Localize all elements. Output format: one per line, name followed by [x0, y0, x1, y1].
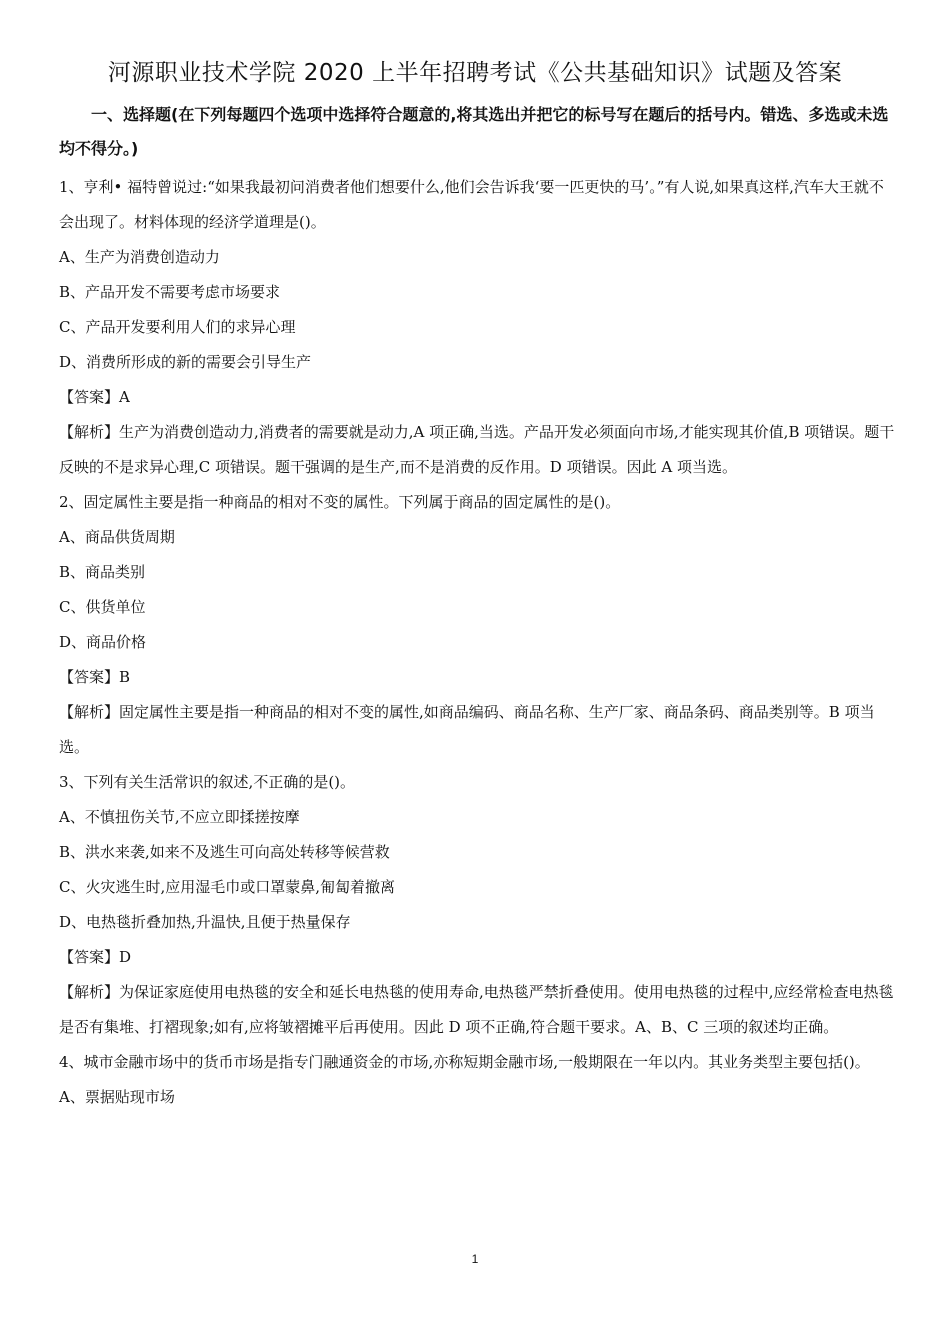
question-3-answer: 【答案】D — [59, 948, 132, 966]
question-3-stem: 3、下列有关生活常识的叙述,不正确的是()。 — [59, 773, 356, 791]
question-3-option-d: D、电热毯折叠加热,升温快,且便于热量保存 — [59, 913, 351, 931]
question-1-option-c: C、产品开发要利用人们的求异心理 — [59, 318, 296, 336]
question-1-option-a: A、生产为消费创造动力 — [59, 248, 220, 266]
question-3-option-a: A、不慎扭伤关节,不应立即揉搓按摩 — [59, 808, 300, 826]
question-4-stem: 4、城市金融市场中的货币市场是指专门融通资金的市场,亦称短期金融市场,一般期限在一年以内。其业务类型主要包括()。 — [59, 1053, 870, 1071]
question-3-option-b: B、洪水来袭,如来不及逃生可向高处转移等候营救 — [59, 843, 390, 861]
question-1-stem: 1、亨利• 福特曾说过:“如果我最初问消费者他们想要什么,他们会告诉我‘要一匹更快的马’。”有人说,如果真这样,汽车大王就不会出现了。材料体现的经济学道理是()。 — [59, 178, 884, 231]
question-4-option-a: A、票据贴现市场 — [59, 1088, 175, 1106]
question-2-stem: 2、固定属性主要是指一种商品的相对不变的属性。下列属于商品的固定属性的是()。 — [59, 493, 621, 511]
question-1-answer: 【答案】A — [59, 388, 130, 406]
question-2-answer: 【答案】B — [59, 668, 131, 686]
question-2-option-c: C、供货单位 — [59, 598, 146, 616]
question-3-option-c: C、火灾逃生时,应用湿毛巾或口罩蒙鼻,匍匐着撤离 — [59, 878, 396, 896]
question-list — [59, 170, 895, 1115]
section-heading: 一、选择题(在下列每题四个选项中选择符合题意的,将其选出并把它的标号写在题后的括号内。错选、多选或未选均不得分。) — [59, 105, 889, 158]
question-2-option-a: A、商品供货周期 — [59, 528, 175, 546]
question-2-option-d: D、商品价格 — [59, 633, 147, 651]
question-1-analysis: 【解析】生产为消费创造动力,消费者的需要就是动力,A 项正确,当选。产品开发必须面向市场,才能实现其价值,B 项错误。题干反映的不是求异心理,C 项错误。题干强调的是生产,而不是消费的反作用。D 项错误。因此 A 项当选。 — [59, 423, 895, 476]
page-number: 1 — [471, 1252, 479, 1266]
question-1-option-d: D、消费所形成的新的需要会引导生产 — [59, 353, 312, 371]
document-title: 河源职业技术学院 2020 上半年招聘考试《公共基础知识》试题及答案 — [107, 60, 843, 86]
question-3-analysis: 【解析】为保证家庭使用电热毯的安全和延长电热毯的使用寿命,电热毯严禁折叠使用。使用电热毯的过程中,应经常检查电热毯是否有集堆、打褶现象;如有,应将皱褶摊平后再使用。因此 D 项不正确,符合题干要求。A、B、C 三项的叙述均正确。 — [59, 983, 894, 1036]
question-1-option-b: B、产品开发不需要考虑市场要求 — [59, 283, 281, 301]
question-2-analysis: 【解析】固定属性主要是指一种商品的相对不变的属性,如商品编码、商品名称、生产厂家、商品条码、商品类别等。B 项当选。 — [59, 703, 875, 756]
question-2-option-b: B、商品类别 — [59, 563, 146, 581]
